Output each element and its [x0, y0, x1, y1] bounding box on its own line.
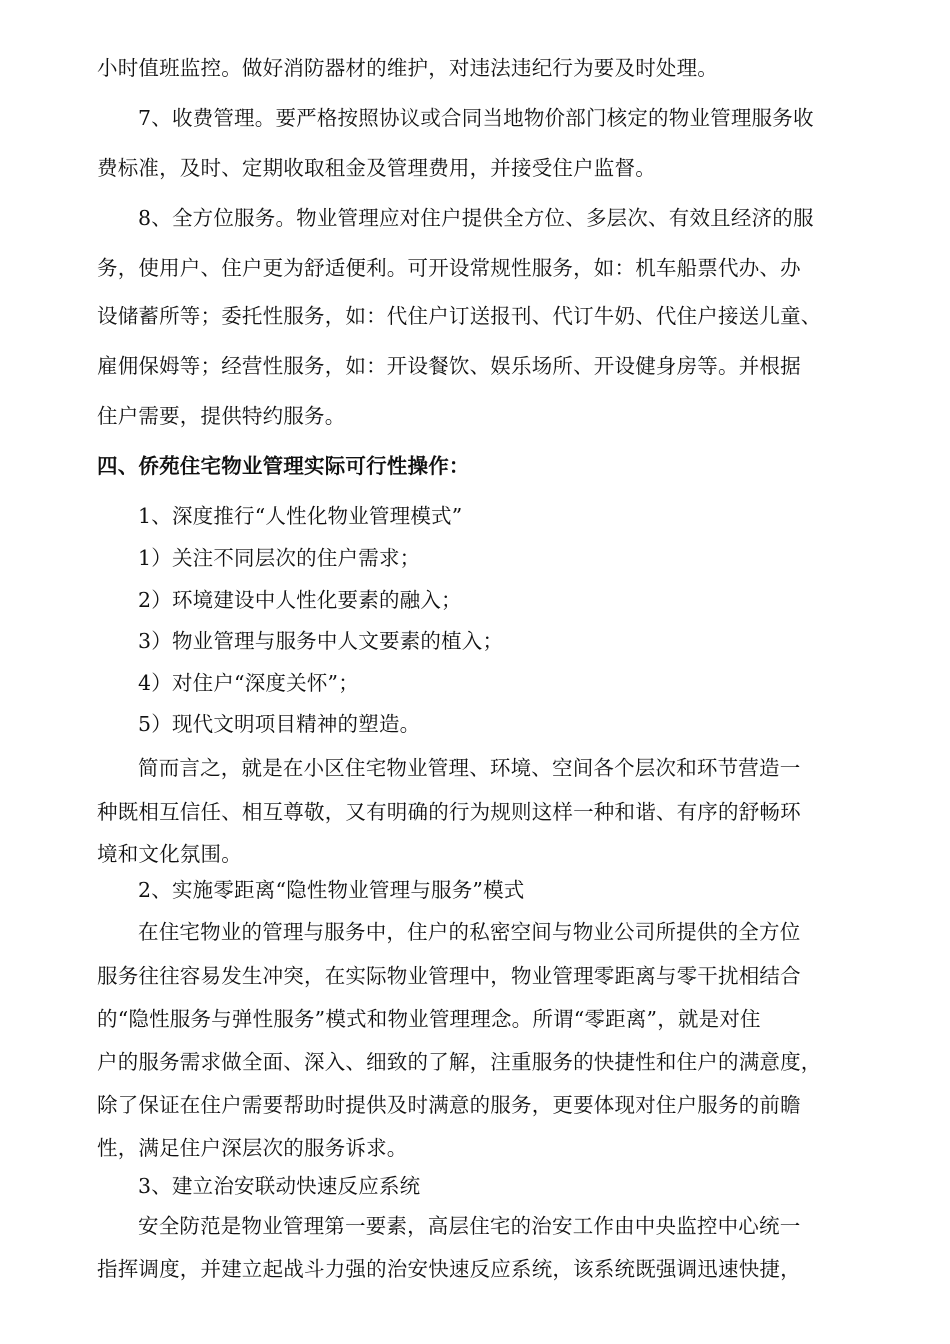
subsection-title: 3、建立治安联动快速反应系统 [138, 1174, 421, 1198]
text-line: 种既相互信任、相互尊敬，又有明确的行为规则这样一种和谐、有序的舒畅环 [97, 800, 801, 824]
subsection-title: 2、实施零距离“隐性物业管理与服务”模式 [138, 878, 525, 902]
text-line: 8、全方位服务。物业管理应对住户提供全方位、多层次、有效且经济的服 [138, 206, 814, 230]
text-line: 务，使用户、住户更为舒适便利。可开设常规性服务，如：机车船票代办、办 [97, 256, 801, 280]
text-line: 安全防范是物业管理第一要素，高层住宅的治安工作由中央监控中心统一 [138, 1214, 801, 1238]
text-line: 指挥调度，并建立起战斗力强的治安快速反应系统，该系统既强调迅速快捷， [97, 1257, 801, 1281]
text-line: 性，满足住户深层次的服务诉求。 [97, 1136, 408, 1160]
text-line: 住户需要，提供特约服务。 [97, 404, 346, 428]
text-line: 简而言之，就是在小区住宅物业管理、环境、空间各个层次和环节营造一 [138, 756, 801, 780]
text-line: 境和文化氛围。 [97, 842, 242, 866]
text-line: 小时值班监控。做好消防器材的维护，对违法违纪行为要及时处理。 [97, 56, 718, 80]
list-item: 2）环境建设中人性化要素的融入； [138, 588, 462, 612]
section-heading: 四、侨苑住宅物业管理实际可行性操作： [97, 454, 470, 478]
text-line: 除了保证在住户需要帮助时提供及时满意的服务，更要体现对住户服务的前瞻 [97, 1093, 801, 1117]
subsection-title: 1、深度推行“人性化物业管理模式” [138, 504, 463, 528]
list-item: 1）关注不同层次的住户需求； [138, 546, 421, 570]
list-item: 4）对住户“深度关怀”； [138, 671, 359, 695]
text-line: 服务往往容易发生冲突，在实际物业管理中，物业管理零距离与零干扰相结合 [97, 964, 801, 988]
list-item: 3）物业管理与服务中人文要素的植入； [138, 629, 504, 653]
text-line: 雇佣保姆等；经营性服务，如：开设餐饮、娱乐场所、开设健身房等。并根据 [97, 354, 801, 378]
text-line: 费标准，及时、定期收取租金及管理费用，并接受住户监督。 [97, 156, 656, 180]
text-line: 7、收费管理。要严格按照协议或合同当地物价部门核定的物业管理服务收 [138, 106, 814, 130]
text-line: 设储蓄所等；委托性服务，如：代住户订送报刊、代订牛奶、代住户接送儿童、 [97, 304, 822, 328]
list-item: 5）现代文明项目精神的塑造。 [138, 712, 421, 736]
text-line: 户的服务需求做全面、深入、细致的了解，注重服务的快捷性和住户的满意度， [97, 1050, 822, 1074]
text-line: 的“隐性服务与弹性服务”模式和物业管理理念。所谓“零距离”，就是对住 [97, 1007, 761, 1031]
text-line: 在住宅物业的管理与服务中，住户的私密空间与物业公司所提供的全方位 [138, 920, 801, 944]
